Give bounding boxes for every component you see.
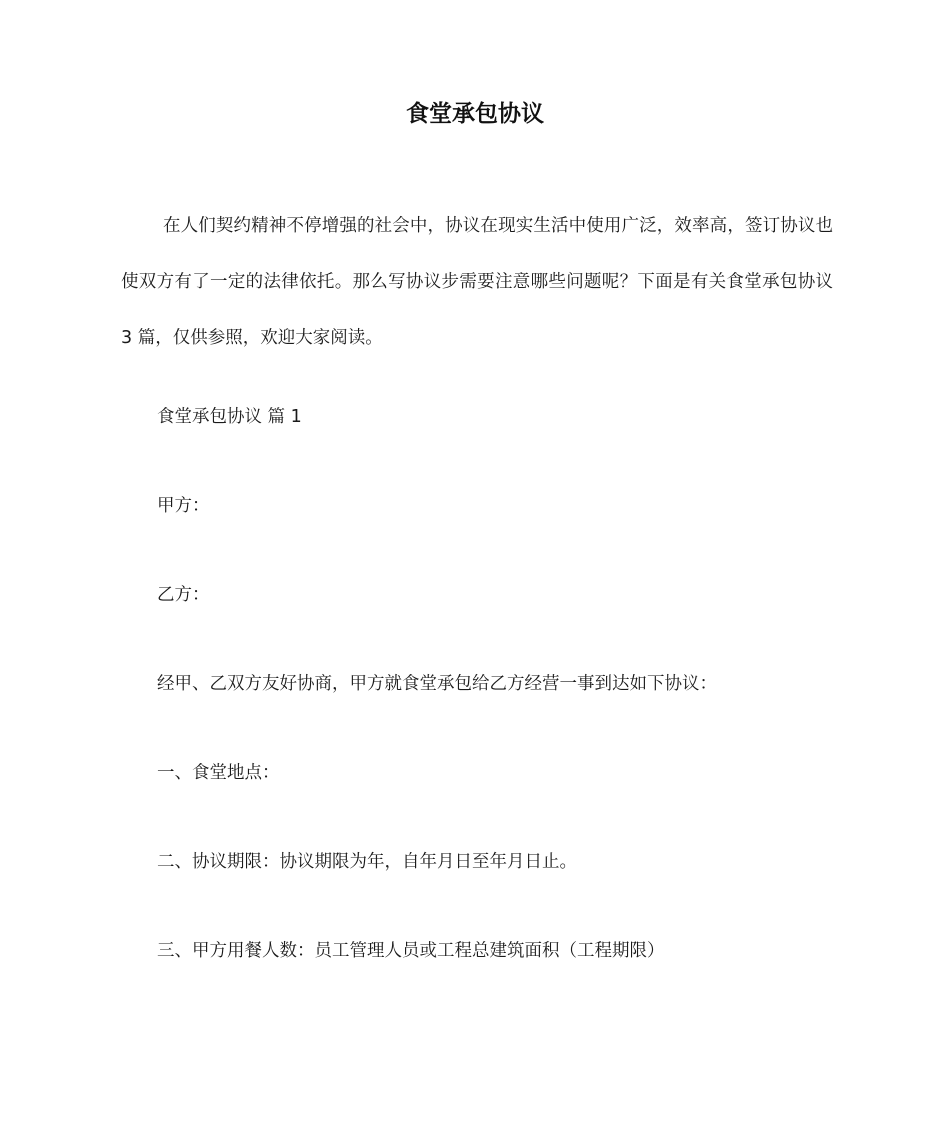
party-b-line: 乙方： — [157, 585, 210, 605]
clause-2: 二、协议期限：协议期限为年，自年月日至年月日止。 — [157, 852, 577, 872]
consultation-paragraph: 经甲、乙双方友好协商，甲方就食堂承包给乙方经营一事到达如下协议： — [157, 674, 717, 694]
clause-3: 三、甲方用餐人数：员工管理人员或工程总建筑面积（工程期限） — [157, 941, 665, 961]
document-title: 食堂承包协议 — [406, 101, 544, 127]
intro-paragraph: 在人们契约精神不停增强的社会中，协议在现实生活中使用广泛，效率高，签订协议也使双方有了一定的法律依托。那么写协议步需要注意哪些问题呢？下面是有关食堂承包协议 3 篇，仅供参照，欢迎大家阅读。 — [121, 216, 833, 348]
clause-1: 一、食堂地点： — [157, 763, 280, 783]
party-a-line: 甲方： — [157, 496, 210, 516]
section-heading: 食堂承包协议 篇 1 — [157, 407, 302, 427]
